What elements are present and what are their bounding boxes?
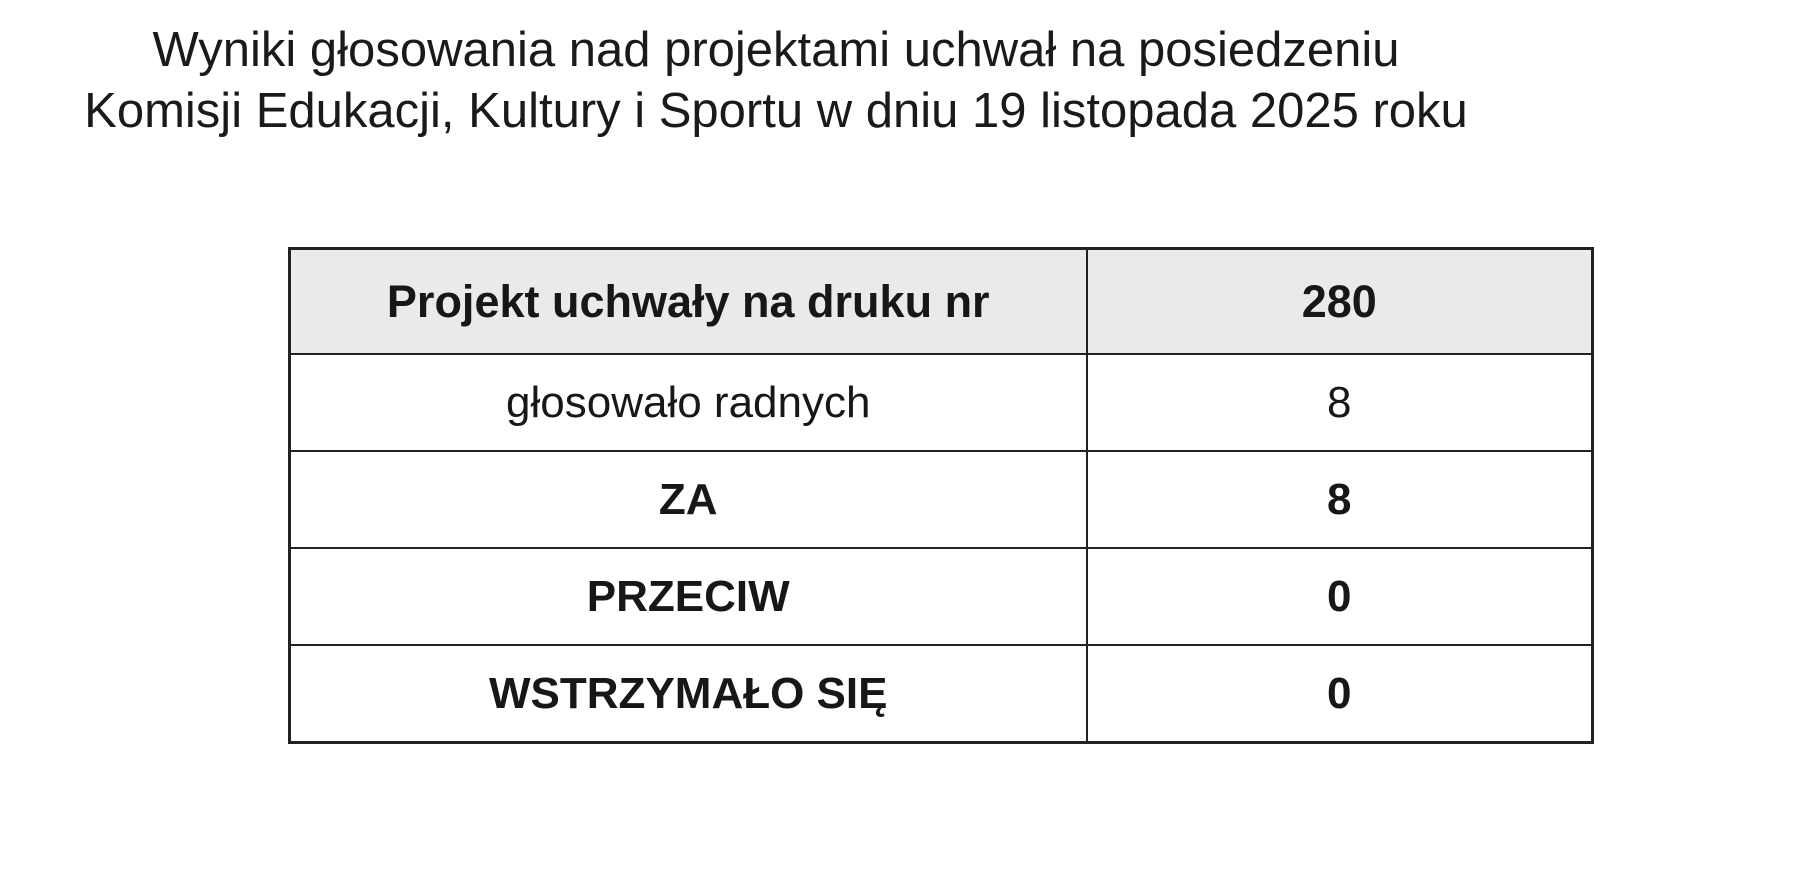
title-line-2: Komisji Edukacji, Kultury i Sportu w dniu 19 listopada 2025 roku — [84, 84, 1468, 138]
table-row-glosowalo-radnych — [290, 354, 1593, 451]
document-title — [0, 20, 1552, 142]
table-row-za — [290, 451, 1593, 548]
voting-results-table — [288, 247, 1594, 744]
row-label: WSTRZYMAŁO SIĘ — [290, 645, 1087, 743]
row-value: 0 — [1087, 645, 1593, 743]
table-row-wstrzymalo-sie — [290, 645, 1593, 743]
row-value: 8 — [1087, 451, 1593, 548]
row-label: ZA — [290, 451, 1087, 548]
row-value: 0 — [1087, 548, 1593, 645]
header-label-cell: Projekt uchwały na druku nr — [290, 249, 1087, 355]
table-row-przeciw — [290, 548, 1593, 645]
title-line-1: Wyniki głosowania nad projektami uchwał na posiedzeniu — [152, 23, 1400, 77]
header-value-cell: 280 — [1087, 249, 1593, 355]
row-label: głosowało radnych — [290, 354, 1087, 451]
row-label: PRZECIW — [290, 548, 1087, 645]
row-value: 8 — [1087, 354, 1593, 451]
table-header-row — [290, 249, 1593, 355]
